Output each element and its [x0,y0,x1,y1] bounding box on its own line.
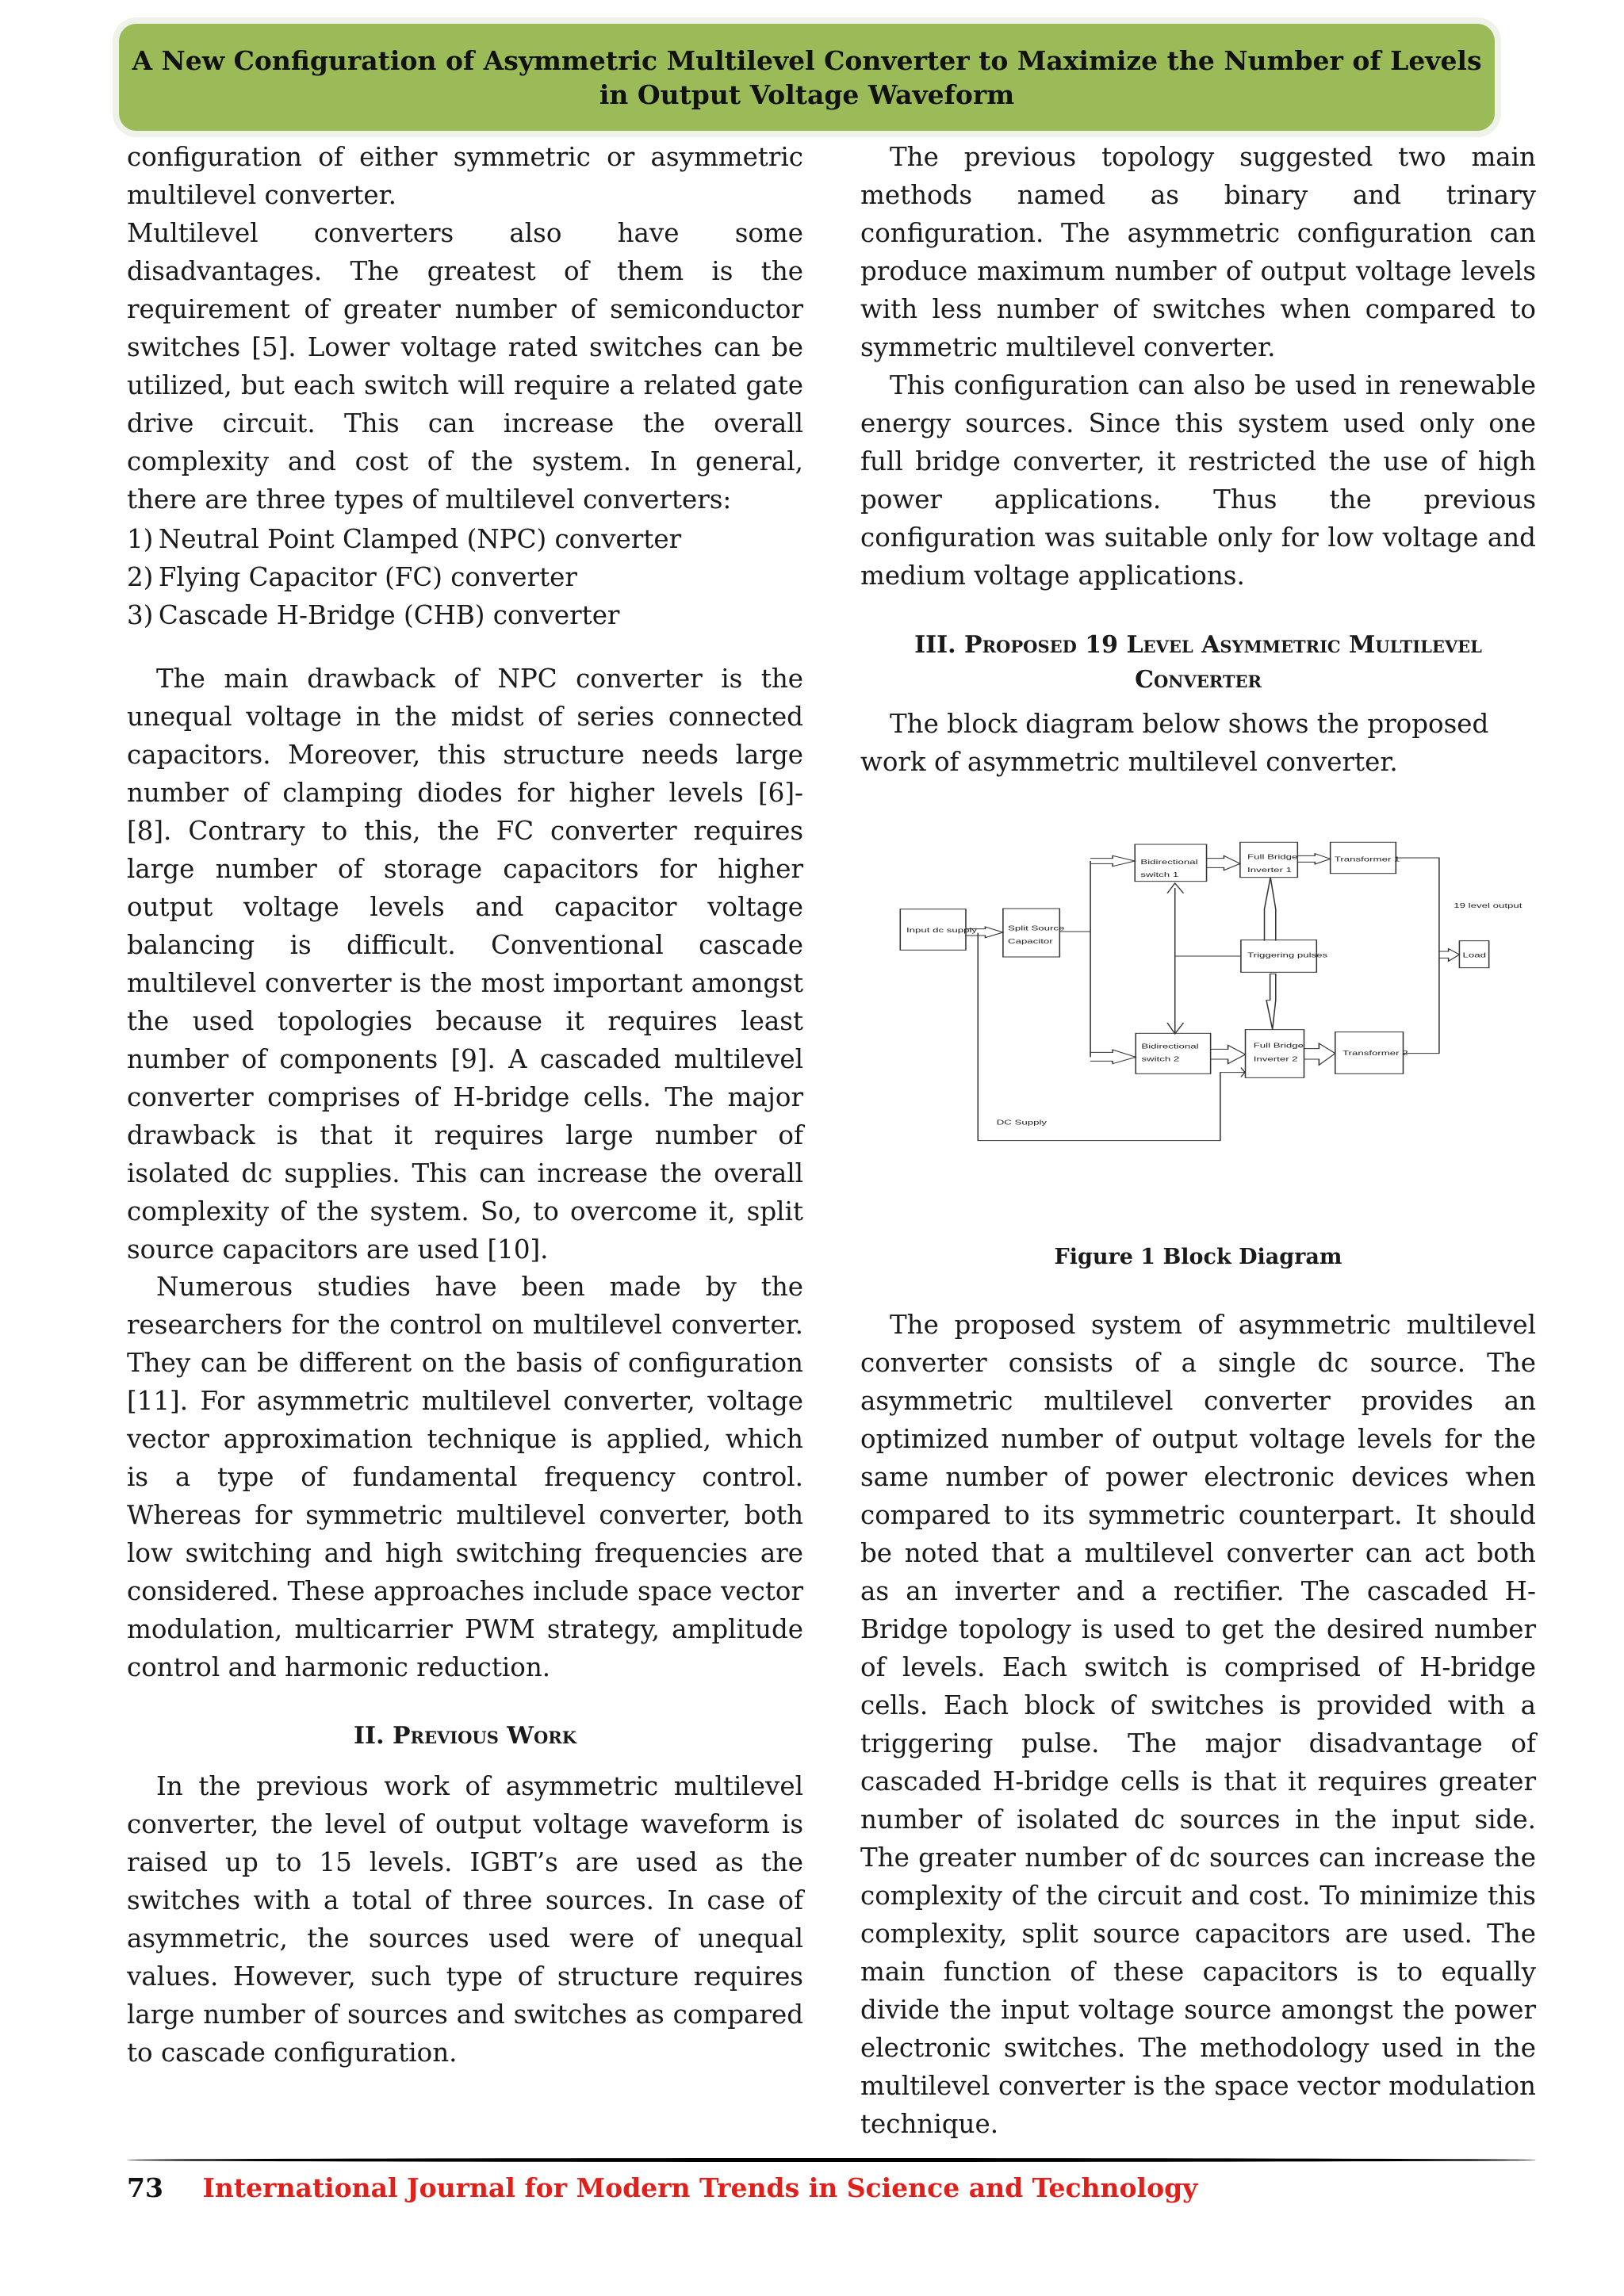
diagram-label: 19 level output [1454,902,1522,910]
split-source-capacitor-block [1003,909,1059,957]
diagram-label: Transformer 2 [1342,1050,1408,1058]
journal-name: International Journal for Modern Trends in Science and Technology [202,2172,1198,2203]
list-item: 1) Neutral Point Clamped (NPC) converter [127,524,682,554]
footer-divider [127,2158,1536,2162]
hollow-arrows [966,854,1459,1066]
diagram-label: Load [1462,951,1486,959]
paragraph: This configuration can also be used in renewable energy sources. Since this system used only one full bridge converter, it restricted the use of high power applications. Thus the previous configuration was suitable only for low voltage and medium voltage applications. [860,370,1536,591]
paragraph: In the previous work of asymmetric multilevel converter, the level of output voltage waveform is raised up to 15 levels. IGBT’s are used as the switches with a total of three sources. In case of asymmetric, the sources used were of unequal values. However, such type of structure requires large number of sources and switches as compared to cascade configuration. [127,1771,803,2068]
paragraph: The main drawback of NPC converter is the unequal voltage in the midst of series connected capacitors. Moreover, this structure needs large number of clamping diodes for higher levels [6]-[8]. Contrary to this, the FC converter requires large number of storage capacitors for higher output voltage levels and capacitor voltage balancing is difficult. Conventional cascade multilevel converter is the most important amongst the used topologies because it requires least number of components [9]. A cascaded multilevel converter comprises of H-bridge cells. The major drawback is that it requires large number of isolated dc supplies. This can increase the overall complexity of the system. So, to overcome it, split source capacitors are used [10]. [127,664,803,1265]
converter-types-list [127,520,803,634]
paragraph: configuration of either symmetric or asymmetric multilevel converter. [127,142,803,210]
list-item: 2) Flying Capacitor (FC) converter [127,562,577,592]
diagram-label: Inverter 1 [1247,867,1293,874]
block-diagram [888,825,1522,1189]
full-bridge-inverter-2-block [1246,1030,1304,1078]
paragraph: Multilevel converters also have some disadvantages. The greatest of them is the requirement of greater number of semiconductor switches [5]. Lower voltage rated switches can be utilized, but each switch will require a related gate drive circuit. This can increase the overall complexity and cost of the system. In general, there are three types of multilevel converters: [127,218,803,515]
diagram-label: Inverter 2 [1253,1055,1298,1063]
page-number: 73 [127,2172,163,2203]
left-column [127,138,803,519]
diagram-label: Bidirectional [1141,1043,1199,1050]
paper-title: A New Configuration of Asymmetric Multilevel Converter to Maximize the Number of Levels in Output Voltage Waveform [132,44,1482,110]
diagram-label: Full Bridge [1253,1042,1304,1050]
section-heading: III. Proposed 19 Level Asymmetric Multilevel Converter [914,631,1482,694]
paragraph: Numerous studies have been made by the researchers for the control on multilevel converter. They can be different on the basis of configuration [11]. For asymmetric multilevel converter, voltage vector approximation technique is applied, which is a type of fundamental frequency control. Whereas for symmetric multilevel converter, both low switching and high switching frequencies are considered. These approaches include space vector modulation, multicarrier PWM strategy, amplitude control and harmonic reduction. [127,1272,803,1682]
diagram-label: DC Supply [996,1119,1048,1127]
diagram-label: switch 1 [1140,871,1179,879]
diagram-label: switch 2 [1141,1055,1180,1063]
diagram-label: Transformer 1 [1334,855,1400,863]
bidirectional-switch-2-block [1136,1033,1210,1073]
list-item: 3) Cascade H-Bridge (CHB) converter [127,600,620,630]
paragraph: The block diagram below shows the proposed work of asymmetric multilevel converter. [860,709,1489,777]
figure-caption: Figure 1 Block Diagram [1054,1245,1342,1269]
diagram-label: Capacitor [1008,938,1053,946]
section-heading: II. Previous Work [354,1722,576,1750]
diagram-label: Split Source [1008,924,1065,932]
diagram-label: Triggering pulses [1247,951,1328,959]
paragraph: The previous topology suggested two main methods named as binary and trinary configuration. The asymmetric configuration can produce maximum number of output voltage levels with less number of switches when compared to symmetric multilevel converter. [860,142,1536,362]
diagram-label: Input dc supply [906,927,978,935]
title-banner [119,24,1495,131]
footer [127,2172,1197,2203]
diagram-label: Full Bridge [1247,853,1298,861]
paragraph: The proposed system of asymmetric multilevel converter consists of a single dc source. The asymmetric multilevel converter provides an optimized number of output voltage levels for the same number of power electronic devices when compared to its symmetric counterpart. It should be noted that a multilevel converter can act both as an inverter and a rectifier. The cascaded H-Bridge topology is used to get the desired number of levels. Each switch is comprised of H-bridge cells. Each block of switches is provided with a triggering pulse. The major disadvantage of cascaded H-bridge cells is that it requires greater number of isolated dc sources in the input side. The greater number of dc sources can increase the complexity of the circuit and cost. To minimize this complexity, split source capacitors are used. The main function of these capacitors is to equally divide the input voltage source amongst the power electronic switches. The methodology used in the multilevel converter is the space vector modulation technique. [860,1310,1536,2139]
diagram-label: Bidirectional [1140,859,1198,867]
